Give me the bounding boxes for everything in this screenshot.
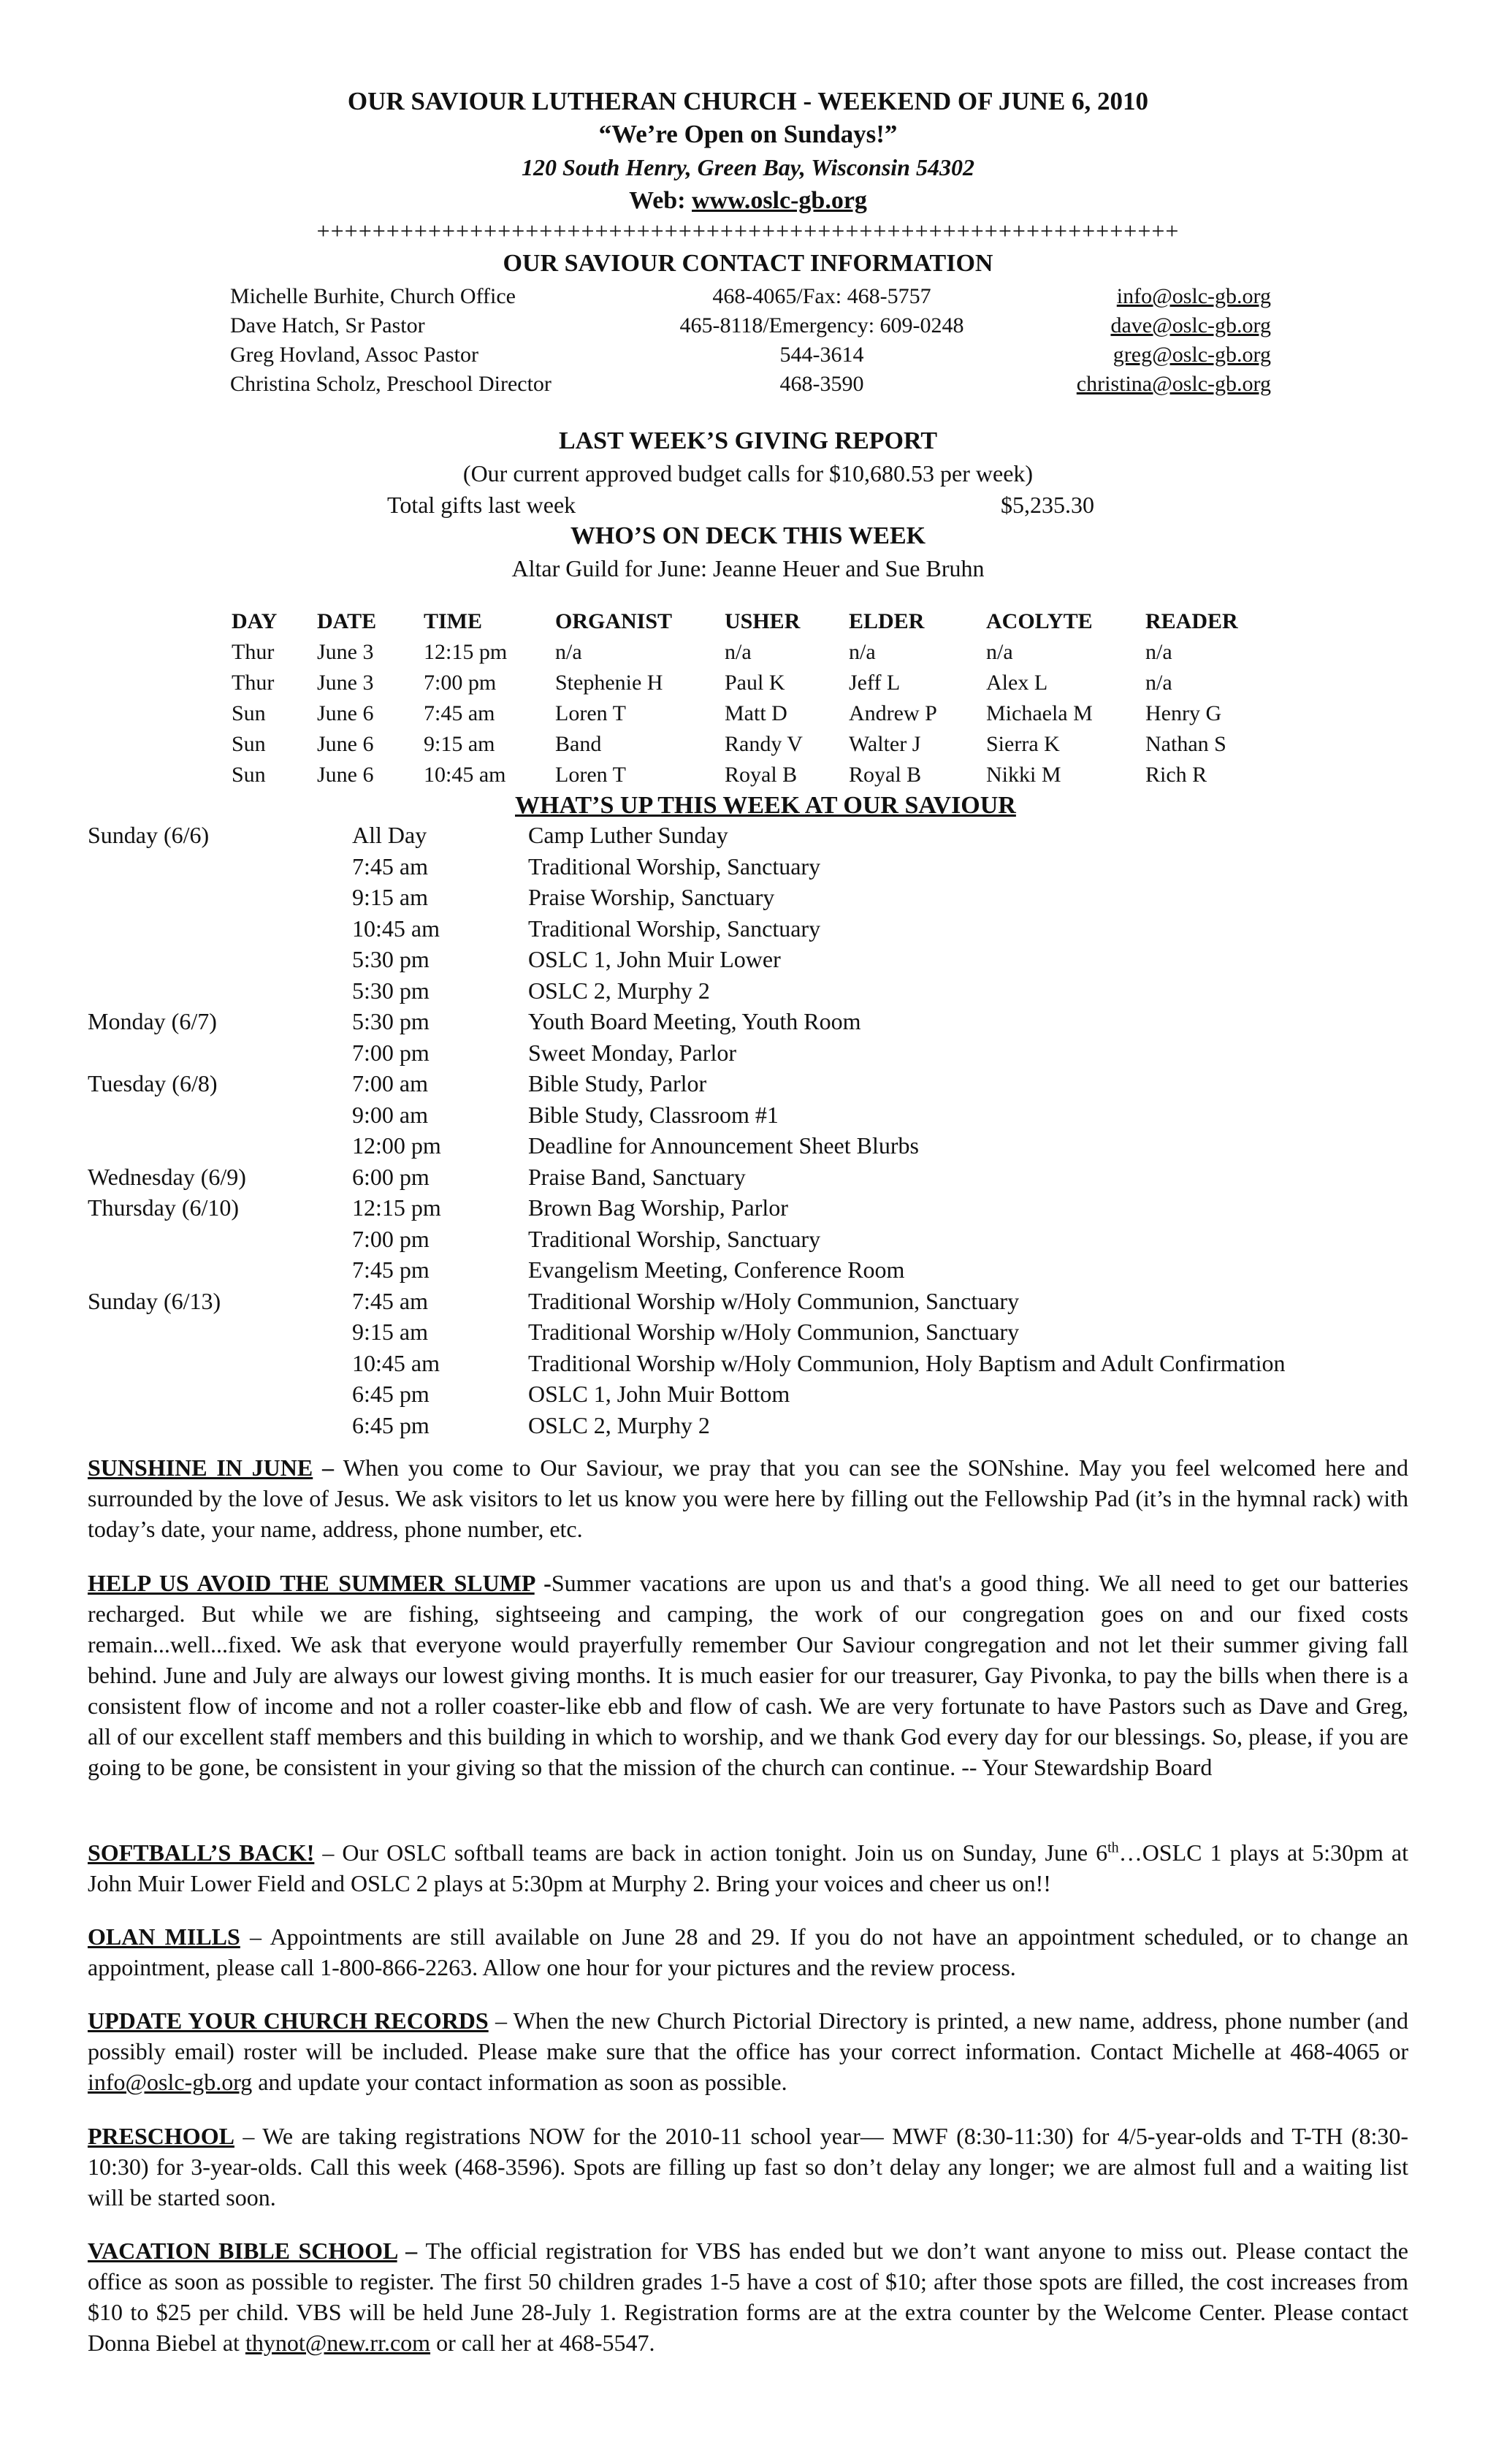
olan-mills-dash: – — [240, 1923, 270, 1950]
schedule-row — [88, 820, 1461, 850]
total-gifts-value: $5,235.30 — [1001, 492, 1094, 518]
roster-cell: Band — [555, 732, 602, 756]
sunshine-announcement — [88, 1452, 1408, 1544]
website-label: Web: — [629, 187, 686, 214]
schedule-row — [88, 1192, 1461, 1223]
softball-announcement — [88, 1837, 1408, 1899]
roster-cell: June 6 — [317, 763, 374, 787]
schedule-row — [88, 1006, 1461, 1037]
schedule-event: Praise Worship, Sanctuary — [528, 884, 775, 910]
roster-cell: Royal B — [725, 763, 798, 787]
roster-cell: 7:45 am — [424, 701, 495, 725]
slump-announcement — [88, 1568, 1408, 1782]
schedule-time: 9:00 am — [352, 1101, 428, 1128]
schedule-event: Praise Band, Sanctuary — [528, 1163, 746, 1190]
schedule-row — [88, 944, 1461, 974]
records-email-link[interactable]: info@oslc-gb.org — [88, 2069, 253, 2095]
contact-row — [230, 369, 1271, 398]
giving-title: LAST WEEK’S GIVING REPORT — [558, 427, 938, 454]
roster-column-header: READER — [1145, 609, 1238, 633]
roster-column-header: DATE — [317, 609, 377, 633]
schedule-row — [88, 1162, 1461, 1192]
records-dash: – — [488, 2007, 514, 2034]
schedule-event: Camp Luther Sunday — [528, 822, 728, 848]
schedule-row — [88, 975, 1461, 1006]
preschool-dash: – — [234, 2123, 263, 2149]
schedule-time: 7:45 am — [352, 853, 428, 880]
website-line — [0, 186, 1496, 216]
contact-name: Dave Hatch, Sr Pastor — [230, 313, 425, 337]
contact-email-link[interactable]: info@oslc-gb.org — [1116, 284, 1271, 308]
website-link[interactable]: www.oslc-gb.org — [692, 187, 867, 214]
schedule-row — [88, 1286, 1461, 1316]
roster-cell: Sun — [232, 732, 266, 756]
roster-row — [232, 729, 1262, 760]
vbs-body-end: or call her at 468-5547. — [430, 2330, 655, 2356]
records-body-end: and update your contact information as soon as possible. — [252, 2069, 787, 2095]
softball-body-start: Our OSLC softball teams are back in action tonight. Join us on Sunday, June 6 — [342, 1839, 1108, 1866]
roster-column-header: USHER — [725, 609, 801, 633]
softball-body-end: …OSLC 1 plays at 5:30pm at John Muir Lower Field and OSLC 2 plays at 5:30pm at Murphy 2. Bring your voices and cheer us on!! — [88, 1839, 1408, 1896]
vbs-dash: – — [397, 2238, 426, 2264]
schedule-event: Traditional Worship, Sanctuary — [528, 915, 821, 942]
schedule-event: OSLC 1, John Muir Lower — [528, 946, 781, 972]
roster-cell: Michaela M — [986, 701, 1093, 725]
schedule-event: Bible Study, Classroom #1 — [528, 1101, 779, 1128]
roster-cell: Henry G — [1145, 701, 1222, 725]
total-gifts-label: Total gifts last week — [387, 492, 576, 518]
roster-cell: n/a — [555, 640, 582, 664]
contact-name: Greg Hovland, Assoc Pastor — [230, 343, 478, 367]
contact-title: OUR SAVIOUR CONTACT INFORMATION — [503, 250, 993, 277]
schedule-event: Traditional Worship, Sanctuary — [528, 853, 821, 880]
sunshine-heading: SUNSHINE IN JUNE — [88, 1454, 313, 1481]
contact-name: Michelle Burhite, Church Office — [230, 284, 516, 308]
contact-row — [230, 310, 1271, 340]
schedule-event: OSLC 1, John Muir Bottom — [528, 1381, 790, 1407]
schedule-time: 5:30 pm — [352, 977, 430, 1004]
roster-cell: n/a — [1145, 640, 1172, 664]
roster-cell: June 6 — [317, 701, 374, 725]
altar-guild: Altar Guild for June: Jeanne Heuer and Sue Bruhn — [511, 555, 985, 581]
schedule-time: 5:30 pm — [352, 946, 430, 972]
schedule-row — [88, 1099, 1461, 1130]
roster-body — [232, 637, 1262, 790]
records-body-start: When the new Church Pictorial Directory is printed, a new name, address, phone number (and possibly email) roster will be included. Please make sure that the office has your correct information. Contact Michelle at 468-4065 or — [88, 2007, 1408, 2064]
vbs-email-link[interactable]: thynot@new.rr.com — [245, 2330, 431, 2356]
roster-cell: Sun — [232, 763, 266, 787]
roster-cell: n/a — [849, 640, 876, 664]
contact-email-link[interactable]: dave@oslc-gb.org — [1110, 313, 1271, 337]
softball-dash: – — [314, 1839, 343, 1866]
schedule-event: Deadline for Announcement Sheet Blurbs — [528, 1132, 919, 1159]
roster-row — [232, 760, 1262, 790]
roster-cell: 7:00 pm — [424, 671, 497, 695]
schedule-time: 7:00 pm — [352, 1225, 430, 1252]
roster-header-row — [232, 606, 1262, 637]
roster-cell: 10:45 am — [424, 763, 506, 787]
schedule-row — [88, 1410, 1461, 1441]
schedule-row — [88, 851, 1461, 882]
vbs-body-start: The official registration for VBS has ended but we don’t want anyone to miss out. Please contact the office as soon as possible to register. The first 50 children grades 1-5 have a cost of $10; after those spots are filled, the cost increases from $10 to $25 per child. VBS will be held June 28-July 1. Registration forms are at the extra counter by the Welcome Center. Please contact Donna Biebel at — [88, 2238, 1409, 2356]
preschool-heading: PRESCHOOL — [88, 2123, 234, 2149]
schedule-row — [88, 1068, 1461, 1099]
roster-cell: Matt D — [725, 701, 787, 725]
roster-cell: Alex L — [986, 671, 1048, 695]
roster-cell: Sierra K — [986, 732, 1060, 756]
schedule-time: 12:00 pm — [352, 1132, 441, 1159]
softball-ordinal: th — [1107, 1839, 1119, 1856]
roster-cell: Nathan S — [1145, 732, 1226, 756]
schedule-day: Tuesday (6/8) — [88, 1070, 218, 1096]
roster-cell: Stephenie H — [555, 671, 663, 695]
schedule-time: 12:15 pm — [352, 1194, 441, 1221]
contact-row — [230, 281, 1271, 310]
schedule-time: 6:00 pm — [352, 1163, 430, 1190]
preschool-announcement — [88, 2121, 1408, 2213]
schedule-event: Evangelism Meeting, Conference Room — [528, 1256, 905, 1283]
schedule-time: 9:15 am — [352, 1319, 428, 1345]
schedule-time: All Day — [352, 822, 427, 848]
roster-cell: Walter J — [849, 732, 921, 756]
schedule-row — [88, 1224, 1461, 1254]
olan-mills-announcement — [88, 1921, 1408, 1983]
church-address: 120 South Henry, Green Bay, Wisconsin 54302 — [522, 154, 974, 180]
schedule-day: Monday (6/7) — [88, 1008, 217, 1034]
roster-cell: n/a — [986, 640, 1013, 664]
schedule-row — [88, 1254, 1461, 1285]
roster-row — [232, 637, 1262, 668]
schedule-time: 7:45 pm — [352, 1256, 430, 1283]
roster-cell: n/a — [725, 640, 752, 664]
preschool-body: We are taking registrations NOW for the 2010-11 school year— MWF (8:30-11:30) for 4/5-year-olds and T-TH (8:30-10:30) for 3-year-olds. Call this week (468-3596). Spots are filling up fast so don’t delay any longer; we are almost full and a waiting list will be started soon. — [88, 2123, 1409, 2211]
schedule-time: 10:45 am — [352, 915, 440, 942]
roster-column-header: ORGANIST — [555, 609, 673, 633]
schedule-row — [88, 1130, 1461, 1161]
contact-row — [230, 340, 1271, 369]
schedule-row — [88, 1378, 1461, 1409]
roster-column-header: DAY — [232, 609, 278, 633]
schedule-time: 6:45 pm — [352, 1381, 430, 1407]
contact-email-link[interactable]: christina@oslc-gb.org — [1076, 372, 1271, 396]
roster-cell: 9:15 am — [424, 732, 495, 756]
schedule-row — [88, 1316, 1461, 1347]
softball-heading: SOFTBALL’S BACK! — [88, 1839, 315, 1866]
roster-cell: n/a — [1145, 671, 1172, 695]
schedule-event: Sweet Monday, Parlor — [528, 1039, 736, 1066]
schedule-row — [88, 1037, 1461, 1068]
contact-phone: 468-3590 — [779, 372, 864, 396]
slump-heading: HELP US AVOID THE SUMMER SLUMP — [88, 1570, 535, 1596]
schedule-time: 6:45 pm — [352, 1411, 430, 1438]
roster-cell: Jeff L — [849, 671, 901, 695]
schedule-event: OSLC 2, Murphy 2 — [528, 977, 710, 1004]
schedule-event: Traditional Worship, Sanctuary — [528, 1225, 821, 1252]
schedule-event: Traditional Worship w/Holy Communion, Sanctuary — [528, 1319, 1020, 1345]
roster-cell: Royal B — [849, 763, 922, 787]
schedule-day: Thursday (6/10) — [88, 1194, 240, 1221]
roster-cell: Nikki M — [986, 763, 1061, 787]
roster-cell: Randy V — [725, 732, 803, 756]
duty-roster-table — [232, 606, 1262, 790]
contact-phone: 544-3614 — [779, 343, 864, 367]
roster-cell: Paul K — [725, 671, 785, 695]
divider-line: ++++++++++++++++++++++++++++++++++++++++++++++++++++++++++++++ — [316, 218, 1180, 244]
contact-email-link[interactable]: greg@oslc-gb.org — [1113, 343, 1271, 367]
roster-cell: 12:15 pm — [424, 640, 508, 664]
slogan: “We’re Open on Sundays!” — [598, 120, 898, 148]
olan-mills-body: Appointments are still available on June 28 and 29. If you do not have an appointment scheduled, or to change an appointment, please call 1-800-866-2263. Allow one hour for your pictures and the review process. — [88, 1923, 1409, 1980]
roster-cell: June 3 — [317, 671, 374, 695]
deck-title: WHO’S ON DECK THIS WEEK — [570, 522, 926, 549]
schedule-event: Youth Board Meeting, Youth Room — [528, 1008, 861, 1034]
roster-column-header: ELDER — [849, 609, 925, 633]
schedule-day: Sunday (6/13) — [88, 1287, 221, 1314]
budget-note: (Our current approved budget calls for $10,680.53 per week) — [462, 460, 1034, 487]
roster-column-header: ACOLYTE — [986, 609, 1093, 633]
schedule-time: 7:00 am — [352, 1070, 428, 1096]
roster-cell: June 6 — [317, 732, 374, 756]
roster-cell: Thur — [232, 640, 275, 664]
bulletin-title: OUR SAVIOUR LUTHERAN CHURCH - WEEKEND OF JUNE 6, 2010 — [347, 87, 1149, 115]
schedule-time: 9:15 am — [352, 884, 428, 910]
roster-cell: Thur — [232, 671, 275, 695]
roster-cell: Rich R — [1145, 763, 1207, 787]
schedule-time: 5:30 pm — [352, 1008, 430, 1034]
records-announcement — [88, 2005, 1408, 2097]
roster-column-header: TIME — [424, 609, 483, 633]
sunshine-dash: – — [313, 1454, 343, 1481]
contact-phone: 468-4065/Fax: 468-5757 — [712, 284, 931, 308]
olan-mills-heading: OLAN MILLS — [88, 1923, 240, 1950]
schedule-time: 7:00 pm — [352, 1039, 430, 1066]
records-heading: UPDATE YOUR CHURCH RECORDS — [88, 2007, 489, 2034]
schedule-event: Brown Bag Worship, Parlor — [528, 1194, 788, 1221]
schedule-row — [88, 913, 1461, 944]
roster-row — [232, 698, 1262, 729]
schedule-event: Traditional Worship w/Holy Communion, Sanctuary — [528, 1287, 1020, 1314]
contact-name: Christina Scholz, Preschool Director — [230, 372, 552, 396]
schedule-day: Wednesday (6/9) — [88, 1163, 246, 1190]
sunshine-body: When you come to Our Saviour, we pray that you can see the SONshine. May you feel welcomed here and surrounded by the love of Jesus. We ask visitors to let us know you were here by filling out the Fellowship Pad (it’s in the hymnal rack) with today’s date, your name, address, phone number, etc. — [88, 1454, 1409, 1542]
schedule-event: Bible Study, Parlor — [528, 1070, 707, 1096]
schedule-title: WHAT’S UP THIS WEEK AT OUR SAVIOUR — [515, 792, 1016, 819]
roster-cell: Loren T — [555, 701, 626, 725]
schedule-time: 10:45 am — [352, 1349, 440, 1376]
schedule-event: OSLC 2, Murphy 2 — [528, 1411, 710, 1438]
roster-cell: Andrew P — [849, 701, 937, 725]
roster-cell: Sun — [232, 701, 266, 725]
slump-body: Summer vacations are upon us and that's a good thing. We all need to get our batteries recharged. But while we are fishing, sightseeing and camping, the work of our congregation goes on and our fixed costs remain...well...fixed. We ask that everyone would prayerfully remember Our Saviour congregation and not let their summer giving fall behind. June and July are always our lowest giving months. It is much easier for our treasurer, Gay Pivonka, to pay the bills when there is a consistent flow of income and not a roller coaster-like ebb and flow of cash. We are very fortunate to have Pastors such as Dave and Greg, all of our excellent staff members and this building in which to worship, and we thank God every day for our blessings. So, please, if you are going to be gone, be consistent in your giving so that the mission of the church can continue. -- Your Stewardship Board — [88, 1570, 1409, 1780]
contact-phone: 465-8118/Emergency: 609-0248 — [679, 313, 964, 337]
roster-cell: Loren T — [555, 763, 626, 787]
vbs-announcement — [88, 2235, 1408, 2358]
schedule-event: Traditional Worship w/Holy Communion, Holy Baptism and Adult Confirmation — [528, 1349, 1286, 1376]
vbs-heading: VACATION BIBLE SCHOOL — [88, 2238, 397, 2264]
schedule-row — [88, 882, 1461, 912]
schedule-row — [88, 1348, 1461, 1378]
roster-cell: June 3 — [317, 640, 374, 664]
schedule-day: Sunday (6/6) — [88, 822, 210, 848]
slump-dash: - — [534, 1570, 552, 1596]
schedule-time: 7:45 am — [352, 1287, 428, 1314]
roster-row — [232, 668, 1262, 698]
